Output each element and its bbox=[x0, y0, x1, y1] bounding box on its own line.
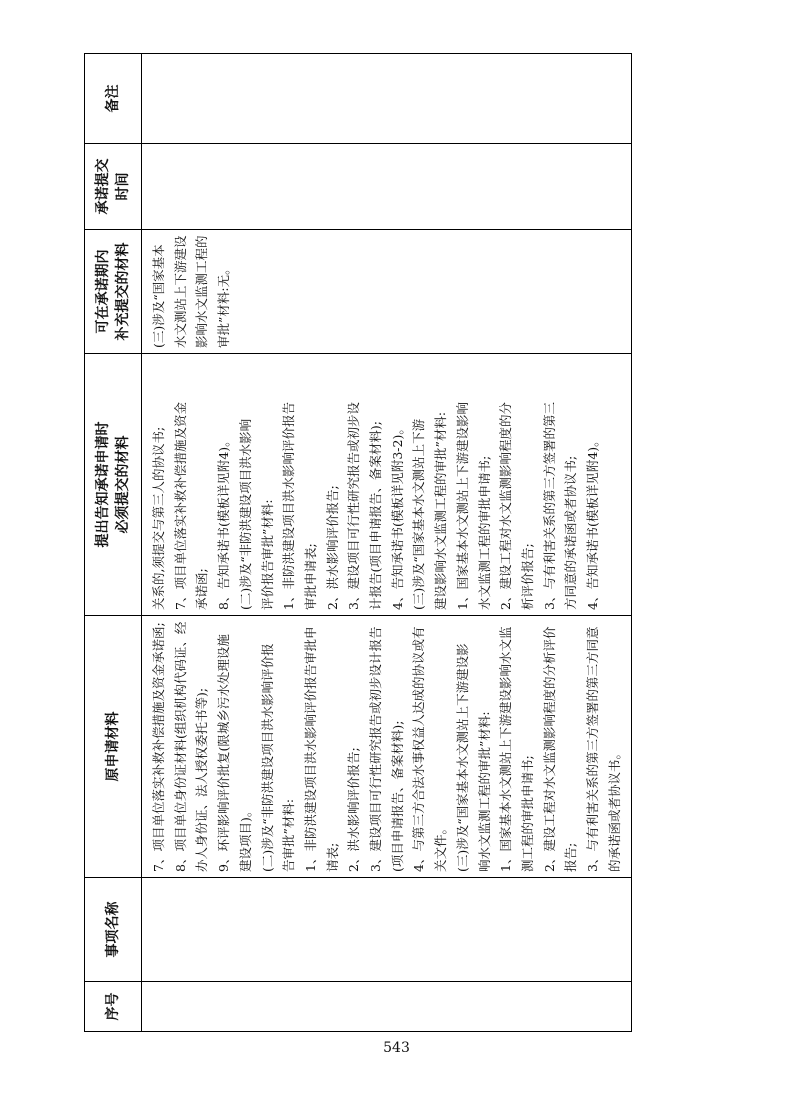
header-time-line-1: 承诺提交 bbox=[95, 158, 111, 215]
text-line: 关系的,须提交与第三人的协议书; bbox=[151, 426, 166, 610]
text-line: 报告; bbox=[563, 842, 579, 872]
text-line: (三)涉及“国家基本水文测站上下游建设影 bbox=[454, 643, 470, 872]
text-line: (三)涉及“国家基本 bbox=[151, 244, 166, 348]
text-line: 7、项目单位落实补救补偿措施及资金承诺函; bbox=[151, 622, 166, 872]
text-line: 1、非防洪建设项目洪水影响评价报告 bbox=[281, 402, 297, 610]
text-line: 方同意的承诺函或者协议书; bbox=[563, 455, 579, 610]
header-original: 原申请材料 bbox=[85, 616, 142, 878]
header-remark: 备注 bbox=[85, 54, 142, 144]
text-line: 建设影响水文监测工程的审批”材料: bbox=[433, 411, 449, 610]
text-line: 请表; bbox=[324, 842, 340, 872]
text-line: 2、洪水影响评价报告; bbox=[324, 485, 340, 610]
text-line: 承诺函; bbox=[194, 568, 210, 610]
header-item: 事项名称 bbox=[85, 878, 142, 982]
text-line: 办人身份证、法人授权委托书等); bbox=[194, 687, 210, 872]
materials-table bbox=[84, 53, 632, 1032]
text-line: 审批申请表; bbox=[302, 543, 318, 610]
text-line: 水文监测工程的审批申请书; bbox=[476, 455, 492, 610]
header-seq: 序号 bbox=[85, 982, 142, 1032]
cell-remark-text bbox=[142, 54, 154, 143]
cell-required bbox=[142, 354, 632, 616]
later-materials-list bbox=[142, 230, 241, 353]
text-line: 4、告知承诺书(模板详见附3-2)。 bbox=[389, 422, 405, 610]
cell-time bbox=[142, 144, 632, 230]
cell-seq bbox=[142, 982, 632, 1032]
text-line: 关文件。 bbox=[433, 821, 449, 872]
text-line: 9、环评影响评价批复(限城乡污水处理设施 bbox=[216, 634, 232, 872]
text-line: 7、项目单位落实补救补偿措施及资金 bbox=[172, 402, 188, 610]
cell-item bbox=[142, 878, 632, 982]
text-line: (项目申请报告、备案材料); bbox=[389, 720, 405, 872]
rotated-table-container bbox=[84, 54, 622, 1032]
text-line: 计报告(项目申请报告、备案材料); bbox=[368, 421, 384, 610]
text-line: 1、非防洪建设项目洪水影响评价报告审批申 bbox=[302, 626, 318, 872]
cell-remark bbox=[142, 54, 632, 144]
original-materials-list bbox=[142, 616, 631, 877]
text-line: 建设项目)。 bbox=[237, 804, 253, 872]
header-time bbox=[85, 144, 142, 230]
page-number: 543 bbox=[383, 1040, 410, 1056]
text-line: (二)涉及“非防洪建设项目洪水影响 bbox=[237, 418, 253, 610]
text-line: 析评价报告; bbox=[519, 543, 535, 610]
cell-time-text bbox=[142, 144, 154, 229]
header-time-line-2: 时间 bbox=[115, 172, 131, 201]
text-line: 告审批”材料: bbox=[281, 798, 297, 872]
text-line: 1、国家基本水文测站上下游建设影响水文监 bbox=[498, 626, 514, 872]
cell-original bbox=[142, 616, 632, 878]
header-required-line-2: 必须提交的材料 bbox=[115, 435, 131, 534]
text-line: 3、与有利害关系的第三方签署的第三 bbox=[541, 402, 557, 610]
text-line: 3、建设项目可行性研究报告或初步设计报告 bbox=[368, 626, 384, 872]
text-line: (二)涉及“非防洪建设项目洪水影响评价报 bbox=[259, 643, 275, 872]
header-required-line-1: 提出告知承诺申请时 bbox=[95, 421, 111, 548]
text-line: 1、国家基本水文测站上下游建设影响 bbox=[454, 402, 470, 610]
text-line: 2、建设工程对水文监测影响程度的分析评价 bbox=[541, 626, 557, 872]
text-line: 2、洪水影响评价报告; bbox=[346, 747, 362, 872]
text-line: 8、项目单位身份证材料(组织机构代码证、经 bbox=[172, 621, 188, 872]
header-row bbox=[85, 54, 142, 1032]
table-row bbox=[142, 54, 632, 1032]
text-line: 水文测站上下游建设 bbox=[172, 235, 188, 348]
text-line: 2、建设工程对水文监测影响程度的分 bbox=[498, 402, 514, 610]
text-line: 3、建设项目可行性研究报告或初步设 bbox=[346, 402, 362, 610]
text-line: 4、与第三方合法水事权益人达成的协议或有 bbox=[411, 626, 427, 872]
text-line: (三)涉及“国家基本水文测站上下游 bbox=[411, 418, 427, 610]
header-later bbox=[85, 230, 142, 354]
cell-later bbox=[142, 230, 632, 354]
text-line: 审批”材料:无。 bbox=[216, 262, 232, 348]
header-later-line-1: 可在承诺期内 bbox=[95, 249, 111, 334]
cell-item-text bbox=[142, 878, 154, 981]
text-line: 响水文监测工程的审批”材料: bbox=[476, 711, 492, 872]
text-line: 测工程的审批申请书; bbox=[519, 755, 535, 872]
text-line: 影响水文监测工程的 bbox=[194, 235, 210, 348]
header-required bbox=[85, 354, 142, 616]
text-line: 8、告知承诺书(模板详见附4)。 bbox=[216, 434, 232, 610]
required-materials-list bbox=[142, 354, 610, 615]
text-line: 4、告知承诺书(模板详见附4)。 bbox=[585, 434, 601, 610]
text-line: 3、与有利害关系的第三方签署的第三方同意 bbox=[585, 626, 601, 872]
header-later-line-2: 补充提交的材料 bbox=[115, 242, 131, 341]
cell-seq-text bbox=[142, 982, 154, 1031]
text-line: 的承诺函或者协议书。 bbox=[606, 746, 622, 872]
text-line: 评价报告审批”材料: bbox=[259, 499, 275, 610]
